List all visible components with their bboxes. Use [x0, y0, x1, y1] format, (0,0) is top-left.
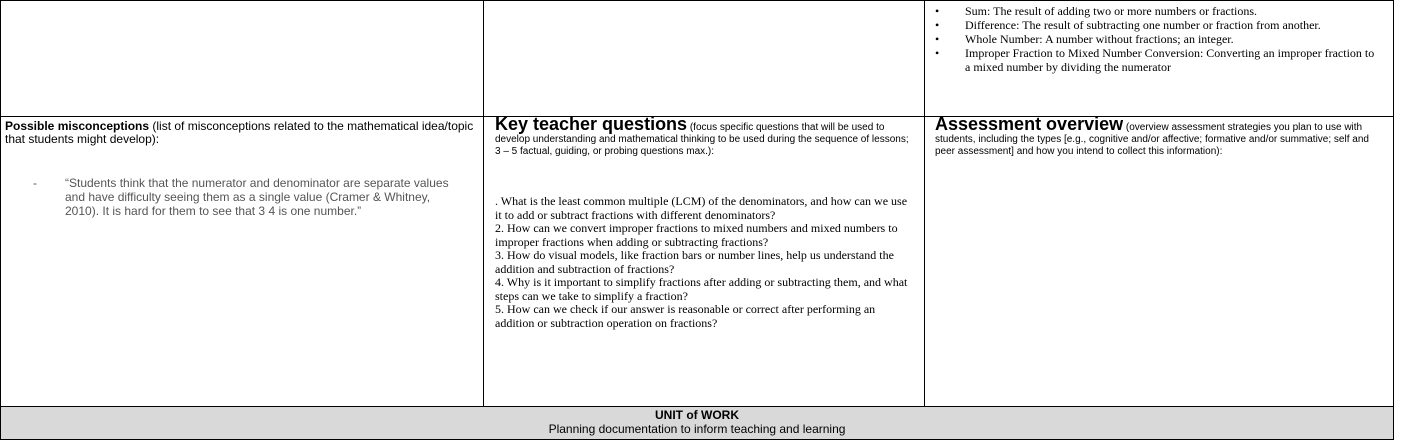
assessment-heading: [935, 118, 1385, 158]
footer-subtitle: Planning documentation to inform teaching and learning: [548, 422, 846, 436]
misconception-item: [33, 176, 453, 218]
bullet-icon: •: [935, 18, 940, 32]
unit-footer: [0, 406, 1394, 440]
question-item: 2. How can we convert improper fractions to mixed numbers and mixed numbers to improper fractions when adding or subtracting fractions?: [495, 221, 898, 249]
vocabulary-item: • Whole Number: A number without fractions; an integer.: [935, 32, 1234, 46]
key-questions-description: (focus specific questions that will be used to develop understanding and mathematical thinking to be used during the sequence of lessons; 3 – 5 factual, guiding, or probing questions max.):: [495, 122, 909, 157]
empty-cell-top-middle: [483, 0, 925, 117]
bullet-icon: •: [935, 46, 940, 60]
assessment-cell: [924, 116, 1394, 407]
bullet-icon: •: [935, 4, 940, 18]
bullet-icon: •: [935, 32, 940, 46]
key-questions-list: [495, 195, 915, 330]
footer-title: UNIT of WORK: [655, 408, 739, 422]
vocabulary-cell: [924, 0, 1394, 117]
vocabulary-list: [925, 4, 1393, 74]
vocabulary-item: • Improper Fraction to Mixed Number Conversion: Converting an improper fraction to a mixed number by dividing the numerator: [935, 46, 1375, 74]
question-item: 3. How do visual models, like fraction bars or number lines, help us understand the addition and subtraction of fractions?: [495, 248, 894, 276]
misconceptions-title: Possible misconceptions: [5, 119, 150, 133]
question-item: . What is the least common multiple (LCM) of the denominators, and how can we use it to add or subtract fractions with different denominators?: [495, 194, 908, 222]
key-questions-title: Key teacher questions: [495, 116, 688, 134]
vocabulary-item: • Sum: The result of adding two or more numbers or fractions.: [935, 4, 1258, 18]
empty-cell-top-left: [0, 0, 484, 117]
assessment-title: Assessment overview: [935, 116, 1124, 134]
assessment-description: (overview assessment strategies you plan to use with students, including the types [e.g., cognitive and/or affective; formative and/or summative; self and peer assessment] and how you intend to collect this information):: [935, 122, 1369, 157]
misconception-text: “Students think that the numerator and denominator are separate values and have difficulty seeing them as a single value (Cramer & Whitney, 2010). It is hard for them to see that 3 4 is one number.”: [65, 176, 449, 218]
question-item: 5. How can we check if our answer is reasonable or correct after performing an addition or subtraction operation on fractions?: [495, 302, 876, 330]
vocabulary-item: • Difference: The result of subtracting one number or fraction from another.: [935, 18, 1321, 32]
key-questions-cell: [483, 116, 925, 407]
dash-bullet: -: [33, 176, 37, 190]
key-questions-heading: [495, 118, 915, 158]
misconceptions-cell: [0, 116, 484, 407]
misconceptions-heading: [5, 120, 475, 146]
question-item: 4. Why is it important to simplify fractions after adding or subtracting them, and what steps can we take to simplify a fraction?: [495, 275, 908, 303]
misconceptions-description: (list of misconceptions related to the mathematical idea/topic that students might develop):: [5, 119, 474, 146]
